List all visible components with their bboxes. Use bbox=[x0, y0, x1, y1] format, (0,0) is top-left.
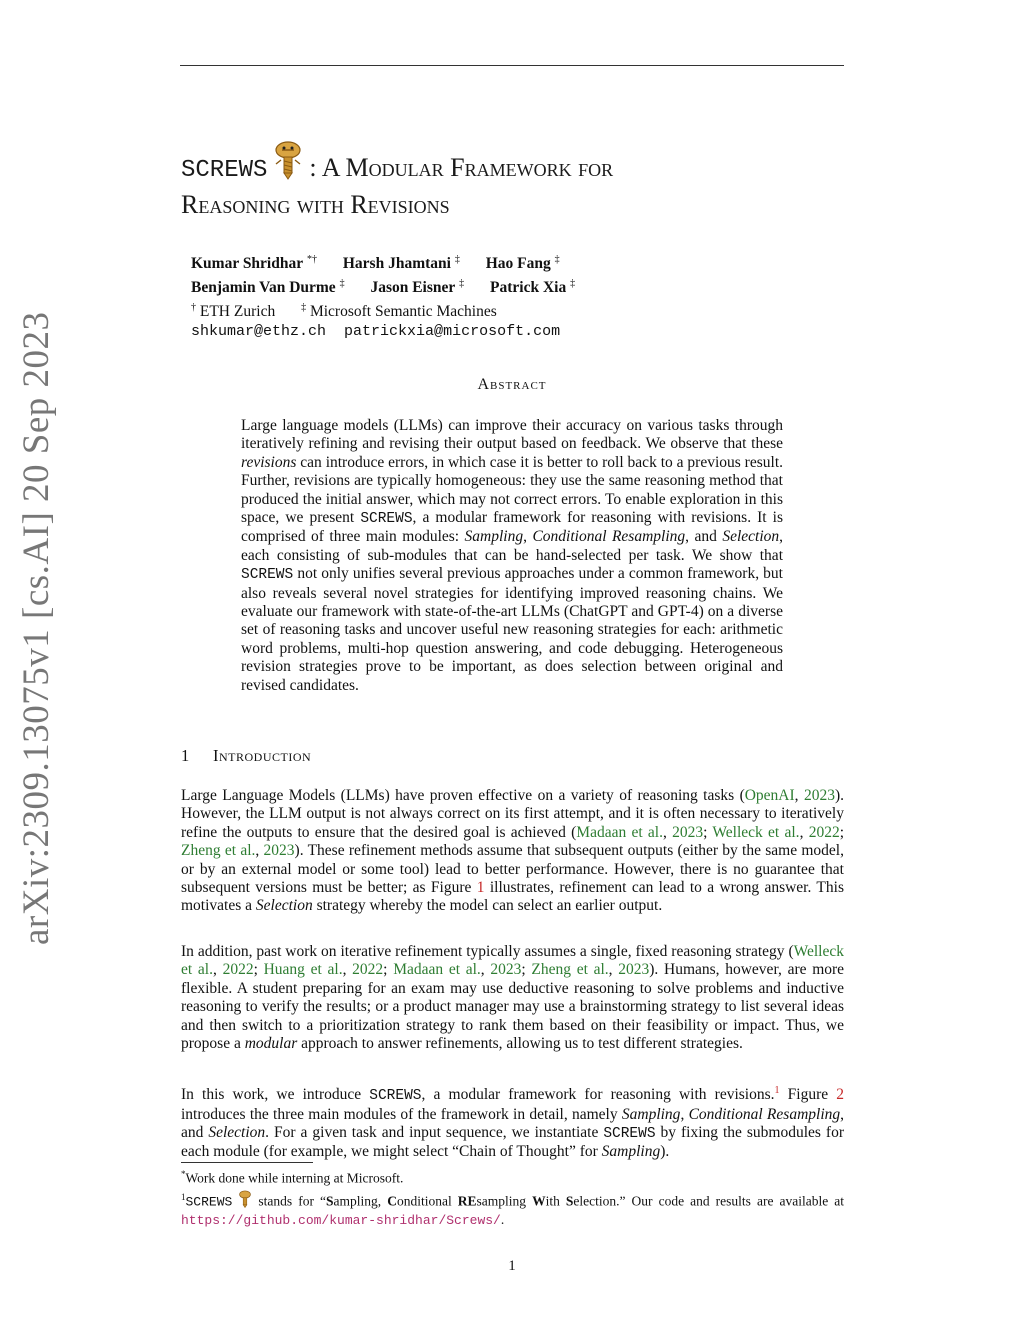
title-line-1 bbox=[181, 140, 821, 188]
affiliation-mark: ‡ bbox=[301, 302, 307, 314]
footnote-text: ampling, bbox=[333, 1193, 388, 1209]
author-row-2 bbox=[191, 274, 575, 298]
separator: , bbox=[794, 787, 804, 804]
abstract-text: can introduce errors, in which case it is better to roll back to a previous result. Further, revisions are typically homogeneous: they use the same reasoning method that produced the initial answer, which may not correct errors. To enable exploration in this space, we present bbox=[241, 453, 783, 527]
acronym-letter: RE bbox=[457, 1193, 477, 1209]
author-name: Patrick Xia bbox=[490, 279, 567, 297]
email-link[interactable]: patrickxia@microsoft.com bbox=[344, 323, 561, 341]
emphasis: Selection bbox=[255, 897, 313, 915]
footnote-mark: * bbox=[181, 1169, 186, 1179]
footnote-text: sampling bbox=[476, 1193, 533, 1209]
citation-link[interactable]: Huang et al. bbox=[263, 961, 343, 979]
affiliations bbox=[191, 298, 575, 322]
module-name: Sampling bbox=[464, 528, 524, 546]
affiliation-mark: ‡ bbox=[459, 278, 465, 290]
footnote-text: election.” Our code and results are available at bbox=[573, 1193, 845, 1209]
body-text: ). These refinement methods assume that subsequent outputs (either by the same model, or by an external model or some tool) lead to better performance. However, there is no guarantee that subsequent versions must be better; as Figure bbox=[181, 842, 844, 897]
footnote-2 bbox=[181, 1189, 844, 1229]
citation-link[interactable]: Welleck et al. bbox=[712, 823, 800, 841]
citation-link[interactable]: 2022 bbox=[352, 961, 384, 979]
separator: , bbox=[662, 823, 673, 841]
footnote-text: stands for “ bbox=[252, 1193, 327, 1209]
body-text: , a modular framework for reasoning with revisions. bbox=[421, 1086, 775, 1104]
separator: ; bbox=[253, 961, 264, 979]
body-text: approach to answer refinements, allowing us to test different strategies. bbox=[297, 1035, 743, 1053]
module-name: Conditional Resampling bbox=[532, 528, 686, 546]
separator: ; bbox=[703, 823, 713, 841]
body-text: illustrates, refinement can lead to a wrong answer. This motivates a bbox=[181, 879, 844, 915]
citation-link[interactable]: 2022 bbox=[808, 823, 840, 841]
abstract-body bbox=[241, 417, 783, 695]
author-name: Benjamin Van Durme bbox=[191, 279, 336, 297]
author-row-1 bbox=[191, 250, 575, 274]
page-number: 1 bbox=[508, 1258, 516, 1274]
abstract-emphasis: revisions bbox=[241, 453, 297, 471]
body-text: ). bbox=[660, 1143, 670, 1161]
top-rule bbox=[180, 65, 844, 66]
citation-link[interactable]: 2023 bbox=[618, 961, 650, 979]
body-text: ). However, the LLM output is not always correct on its first attempt, and it is often necessary to iteratively refine the outputs to ensure that the desired goal is achieved ( bbox=[181, 787, 844, 841]
body-text: by fixing the submodules for each module (for example, we might select “Chain of Thought” for bbox=[181, 1123, 844, 1161]
author-name: Hao Fang bbox=[485, 255, 551, 273]
separator: , bbox=[212, 961, 223, 979]
module-name: Conditional Resampling bbox=[688, 1105, 841, 1123]
citation-link[interactable]: 2023 bbox=[490, 961, 522, 979]
separator: , and bbox=[181, 1105, 844, 1141]
separator: , and bbox=[685, 528, 723, 546]
affiliation-mark: ‡ bbox=[554, 254, 560, 265]
acronym-letter: S bbox=[565, 1193, 574, 1209]
separator: , bbox=[799, 823, 809, 841]
figure-reference-link[interactable]: 1 bbox=[476, 879, 485, 897]
author-block bbox=[191, 250, 575, 342]
figure-reference-link[interactable]: 2 bbox=[836, 1086, 845, 1104]
affiliation-eth: ETH Zurich bbox=[199, 303, 276, 321]
citation-link[interactable]: 2023 bbox=[672, 823, 704, 841]
screw-mascot-icon bbox=[238, 1190, 252, 1208]
abstract-heading: Abstract bbox=[477, 376, 547, 393]
separator: , bbox=[523, 528, 533, 546]
body-text: ). Humans, however, are more flexible. A student preparing for an exam may use deductive reasoning to solve problems and inductive reasoning to verify the results; or a product manager may use a brainstorming strategy to list several ideas and then switch to a prioritization strategy to rank them based on their feasibility or impact. Thus, we propose a bbox=[181, 961, 845, 1053]
citation-link[interactable]: OpenAI bbox=[744, 787, 795, 804]
system-name: SCREWS bbox=[360, 511, 413, 528]
author-emails bbox=[191, 322, 575, 342]
body-text: Large Language Models (LLMs) have proven effective on a variety of reasoning tasks ( bbox=[181, 787, 745, 804]
module-name: Selection bbox=[722, 528, 780, 546]
title-line-2: Reasoning with Revisions bbox=[181, 190, 450, 219]
emphasis: modular bbox=[244, 1035, 298, 1053]
citation-link[interactable]: Zheng et al. bbox=[531, 961, 609, 979]
body-text: introduces the three main modules of the framework in detail, namely bbox=[181, 1105, 622, 1123]
abstract-text: Large language models (LLMs) can improve their accuracy on various tasks through iteratively refining and revising their output based on feedback. We observe that these bbox=[241, 417, 783, 453]
system-name: SCREWS bbox=[369, 1088, 422, 1105]
body-text: In addition, past work on iterative refinement typically assumes a single, fixed reasoning strategy ( bbox=[181, 943, 794, 960]
footnote-text: ith bbox=[545, 1193, 566, 1209]
citation-link[interactable]: 2022 bbox=[222, 961, 254, 979]
email-link[interactable]: shkumar@ethz.ch bbox=[191, 323, 327, 341]
affiliation-mark: ‡ bbox=[570, 278, 576, 290]
abstract-text: , a modular framework for reasoning with revisions. It is comprised of three main modules: bbox=[241, 509, 783, 546]
affiliation-mark: ‡ bbox=[339, 278, 345, 290]
citation-link[interactable]: 2023 bbox=[803, 787, 835, 804]
separator: , bbox=[608, 961, 619, 979]
separator: , bbox=[255, 842, 264, 860]
section-number: 1 bbox=[181, 746, 190, 765]
module-name: Sampling bbox=[601, 1143, 661, 1161]
affiliation-mark: *† bbox=[307, 254, 317, 265]
separator: ; bbox=[521, 961, 532, 979]
module-name: Sampling bbox=[621, 1105, 681, 1123]
section-heading-introduction bbox=[181, 746, 311, 766]
body-text: In this work, we introduce bbox=[181, 1086, 370, 1104]
intro-paragraph-1 bbox=[181, 787, 844, 916]
module-name: Selection bbox=[208, 1123, 266, 1141]
title-line-1-rest: : A Modular Framework for bbox=[309, 153, 614, 182]
separator: , bbox=[342, 961, 353, 979]
system-name: SCREWS bbox=[185, 1194, 233, 1210]
acronym-letter: S bbox=[326, 1193, 334, 1209]
section-title: Introduction bbox=[213, 746, 312, 765]
acronym-letter: C bbox=[387, 1193, 397, 1209]
abstract-text: not only unifies several previous approaches under a common framework, but also reveals several novel strategies for identifying improved reasoning chains. We evaluate our framework with state-of-the-art LLMs (ChatGPT and GPT-4) on a diverse set of reasoning tasks and uncover useful new reasoning strategies for each: arithmetic word problems, multi-hop question answering, and code debugging. Heterogeneous revision strategies prove to be important, as does selection between original and revised candidates. bbox=[241, 565, 783, 694]
paper-title bbox=[181, 140, 821, 222]
abstract-text: , each consisting of sub-modules that can be hand-selected per task. We show that bbox=[241, 528, 783, 564]
separator: ; bbox=[839, 823, 845, 841]
citation-link[interactable]: Madaan et al. bbox=[393, 961, 481, 979]
citation-link[interactable]: Madaan et al. bbox=[576, 823, 663, 841]
citation-link[interactable]: Welleck et al. bbox=[181, 943, 844, 979]
footnote-mark: 1 bbox=[181, 1192, 186, 1202]
intro-paragraph-2 bbox=[181, 943, 844, 1053]
footnote-rule bbox=[181, 1162, 313, 1163]
footnote-reference-link[interactable]: 1 bbox=[774, 1085, 780, 1096]
separator: ; bbox=[383, 961, 394, 979]
affiliation-mark: ‡ bbox=[454, 254, 460, 265]
affiliation-mark: † bbox=[191, 302, 196, 314]
footnote-text: Work done while interning at Microsoft. bbox=[185, 1170, 404, 1186]
body-text: . For a given task and input sequence, we instantiate bbox=[265, 1123, 604, 1141]
system-name: SCREWS bbox=[603, 1125, 656, 1142]
author-name: Harsh Jhamtani bbox=[342, 255, 451, 273]
system-name: SCREWS bbox=[241, 567, 294, 584]
title-system-name: SCREWS bbox=[181, 157, 268, 184]
github-url-link[interactable]: https://github.com/kumar-shridhar/Screws/ bbox=[181, 1212, 501, 1228]
intro-paragraph-3 bbox=[181, 1082, 844, 1162]
separator: , bbox=[480, 961, 491, 979]
arxiv-identifier-stamp: arXiv:2309.13075v1 [cs.AI] 20 Sep 2023 bbox=[16, 311, 57, 945]
separator: , bbox=[680, 1105, 689, 1123]
affiliation-microsoft: Microsoft Semantic Machines bbox=[309, 303, 497, 321]
author-name: Kumar Shridhar bbox=[191, 255, 304, 273]
body-text: Figure bbox=[779, 1086, 837, 1104]
citation-link[interactable]: 2023 bbox=[263, 842, 295, 860]
citation-link[interactable]: Zheng et al. bbox=[181, 842, 256, 860]
footnote-1 bbox=[181, 1166, 844, 1187]
screw-mascot-icon bbox=[273, 140, 303, 180]
author-name: Jason Eisner bbox=[370, 279, 456, 297]
acronym-letter: W bbox=[532, 1193, 546, 1209]
footnote-text: onditional bbox=[396, 1193, 458, 1209]
footnote-text: . bbox=[500, 1211, 505, 1227]
body-text: strategy whereby the model can select an earlier output. bbox=[312, 897, 663, 915]
